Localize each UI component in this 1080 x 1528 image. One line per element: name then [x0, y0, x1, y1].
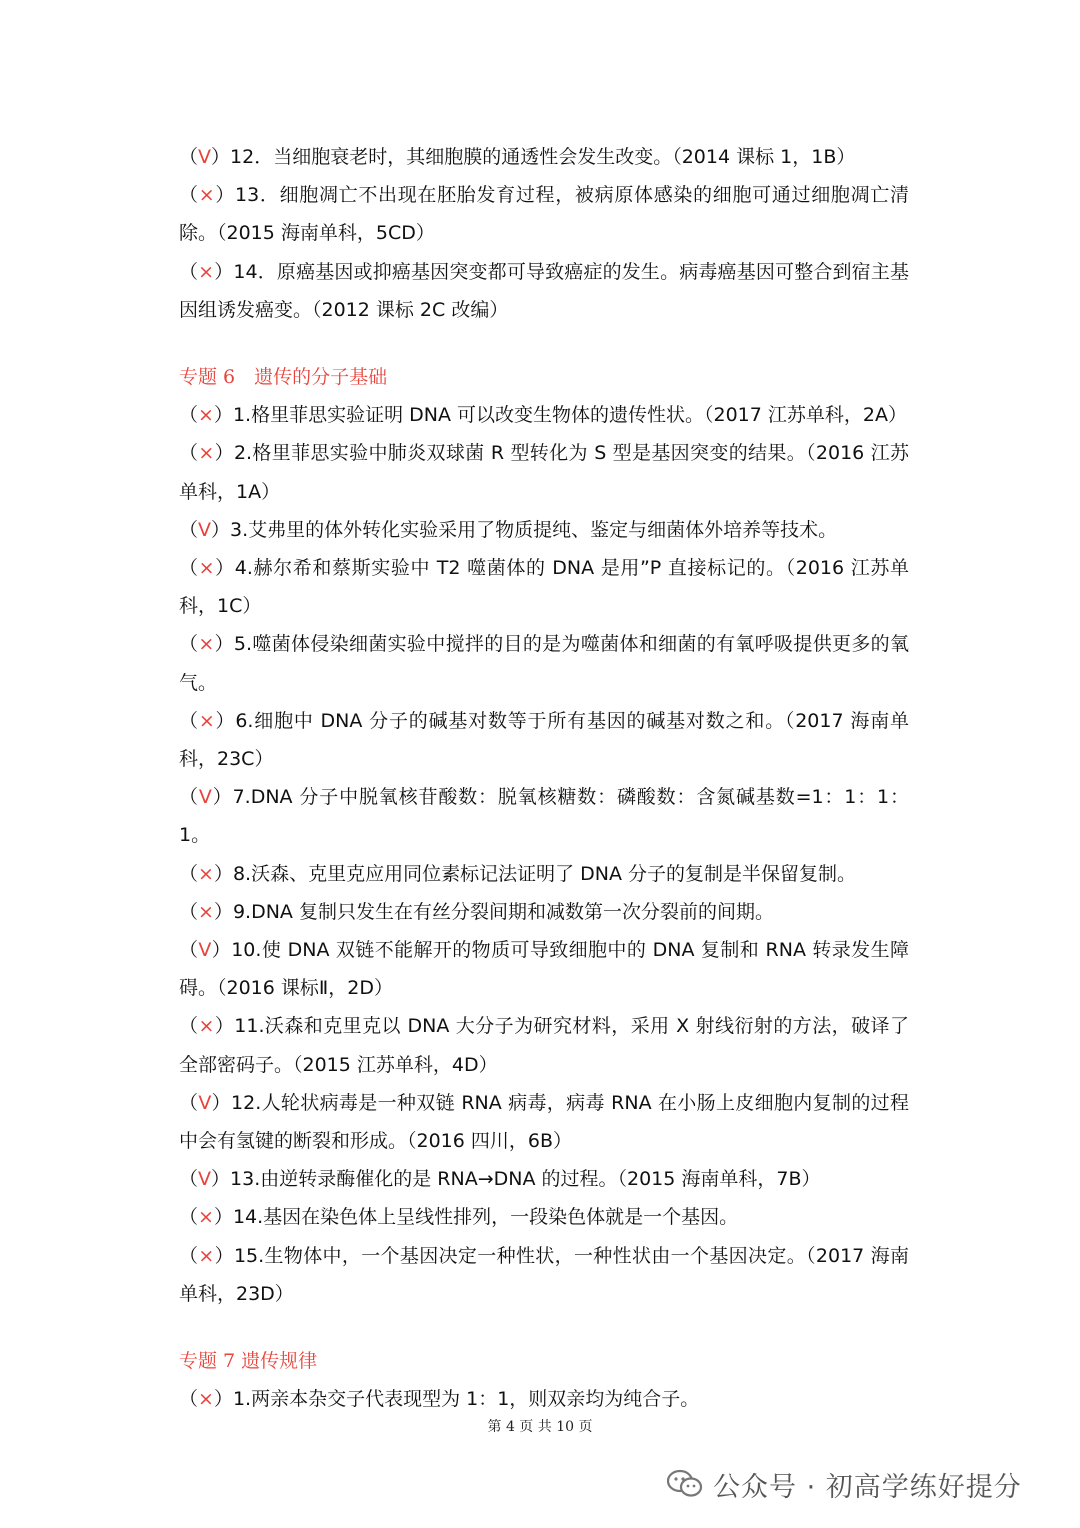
list-item: （×）6.细胞中 DNA 分子的碱基对数等于所有基因的碱基对数之和。（2017 海南单科，23C） [179, 709, 909, 771]
item-text: 15.生物体中，一个基因决定一种性状，一种性状由一个基因决定。（2017 海南单科，23D） [179, 1244, 909, 1305]
section-prev-list [179, 138, 909, 329]
page-number-footer: 第 4 页 共 10 页 [487, 1419, 593, 1435]
answer-mark: V [198, 939, 212, 962]
item-text: 1.两亲本杂交子代表现型为 1：1，则双亲均为纯合子。 [232, 1388, 700, 1411]
page-content [179, 138, 909, 1419]
item-text: 3.艾弗里的体外转化实验采用了物质提纯、鉴定与细菌体外培养等技术。 [230, 518, 838, 541]
answer-mark: × [198, 442, 215, 465]
list-item: （×）8.沃森、克里克应用同位素标记法证明了 DNA 分子的复制是半保留复制。 [179, 862, 857, 885]
list-item: （V）10.使 DNA 双链不能解开的物质可导致细胞中的 DNA 复制和 RNA 转录发生障碍。（2016 课标Ⅱ，2D） [179, 939, 909, 1000]
item-text: 12．当细胞衰老时，其细胞膜的通透性会发生改变。（2014 课标 1，1B） [230, 146, 856, 168]
list-item: （×）1.两亲本杂交子代表现型为 1：1，则双亲均为纯合子。 [179, 1388, 700, 1411]
list-item: （×）14.基因在染色体上呈线性排列，一段染色体就是一个基因。 [179, 1206, 739, 1229]
answer-mark: V [198, 1091, 212, 1114]
item-text: 4.赫尔希和蔡斯实验中 T2 噬菌体的 DNA 是用”P 直接标记的。（2016 江苏单科，1C） [179, 557, 909, 618]
list-item: （×）5.噬菌体侵染细菌实验中搅拌的目的是为噬菌体和细菌的有氧呼吸提供更多的氧气。 [179, 633, 909, 694]
answer-mark: × [198, 709, 215, 732]
list-item: （V）13.由逆转录酶催化的是 RNA→DNA 的过程。（2015 海南单科，7B） [179, 1168, 821, 1191]
item-text: 1.格里菲思实验证明 DNA 可以改变生物体的遗传性状。（2017 江苏单科，2A） [232, 404, 907, 427]
answer-mark: × [198, 1244, 215, 1267]
list-item: （×）11.沃森和克里克以 DNA 大分子为研究材料，采用 X 射线衍射的方法，破译了全部密码子。（2015 江苏单科，4D） [179, 1015, 909, 1076]
answer-mark: × [198, 557, 215, 580]
answer-mark: × [198, 1015, 215, 1038]
list-item: （×）4.赫尔希和蔡斯实验中 T2 噬菌体的 DNA 是用”P 直接标记的。（2016 江苏单科，1C） [179, 557, 909, 618]
item-text: 11.沃森和克里克以 DNA 大分子为研究材料，采用 X 射线衍射的方法，破译了全部密码子。（2015 江苏单科，4D） [179, 1015, 909, 1076]
item-text: 13．细胞凋亡不出现在胚胎发育过程，被病原体感染的细胞可通过细胞凋亡清除。（2015 海南单科，5CD） [179, 184, 909, 245]
answer-mark: × [198, 900, 214, 923]
list-item: （V）7.DNA 分子中脱氧核苷酸数：脱氧核糖数：磷酸数：含氮碱基数=1：1：1：1。 [179, 786, 909, 847]
item-text: 12.人轮状病毒是一种双链 RNA 病毒，病毒 RNA 在小肠上皮细胞内复制的过程中会有氢键的断裂和形成。（2016 四川，6B） [179, 1091, 909, 1153]
list-item: （V）12．当细胞衰老时，其细胞膜的通透性会发生改变。（2014 课标 1，1B） [179, 146, 856, 168]
list-item: （V）3.艾弗里的体外转化实验采用了物质提纯、鉴定与细菌体外培养等技术。 [179, 518, 838, 541]
list-item: （×）14．原癌基因或抑癌基因突变都可导致癌症的发生。病毒癌基因可整合到宿主基因组诱发癌变。（2012 课标 2C 改编） [179, 260, 909, 321]
section-7-title: 专题 7 遗传规律 [179, 1350, 318, 1373]
list-item: （×）9.DNA 复制只发生在有丝分裂间期和减数第一次分裂前的间期。 [179, 900, 774, 923]
section-6-list [179, 396, 909, 1313]
answer-mark: × [198, 1388, 214, 1411]
watermark [667, 1462, 1022, 1506]
section-6-title: 专题 6 遗传的分子基础 [179, 366, 388, 389]
item-text: 14．原癌基因或抑癌基因突变都可导致癌症的发生。病毒癌基因可整合到宿主基因组诱发癌变。（2012 课标 2C 改编） [179, 260, 909, 321]
item-text: 10.使 DNA 双链不能解开的物质可导致细胞中的 DNA 复制和 RNA 转录发生障碍。（2016 课标Ⅱ，2D） [179, 939, 909, 1000]
item-text: 9.DNA 复制只发生在有丝分裂间期和减数第一次分裂前的间期。 [232, 900, 774, 923]
section-7-list [179, 1380, 909, 1418]
item-text: 6.细胞中 DNA 分子的碱基对数等于所有基因的碱基对数之和。（2017 海南单科，23C） [179, 709, 909, 771]
answer-mark: V [198, 518, 212, 541]
item-text: 5.噬菌体侵染细菌实验中搅拌的目的是为噬菌体和细菌的有氧呼吸提供更多的氧气。 [179, 633, 909, 694]
list-item: （V）12.人轮状病毒是一种双链 RNA 病毒，病毒 RNA 在小肠上皮细胞内复制的过程中会有氢键的断裂和形成。（2016 四川，6B） [179, 1091, 909, 1153]
wechat-icon [667, 1469, 703, 1499]
answer-mark: V [198, 146, 212, 168]
item-text: 8.沃森、克里克应用同位素标记法证明了 DNA 分子的复制是半保留复制。 [232, 862, 857, 885]
list-item: （×）15.生物体中，一个基因决定一种性状，一种性状由一个基因决定。（2017 海南单科，23D） [179, 1244, 909, 1305]
answer-mark: V [198, 1168, 212, 1191]
answer-mark: × [198, 184, 215, 207]
item-text: 13.由逆转录酶催化的是 RNA→DNA 的过程。（2015 海南单科，7B） [230, 1168, 821, 1191]
watermark-text: 公众号 · 初高学练好提分 [713, 1471, 1022, 1503]
answer-mark: × [198, 260, 215, 283]
answer-mark: × [198, 404, 214, 427]
list-item: （×）1.格里菲思实验证明 DNA 可以改变生物体的遗传性状。（2017 江苏单科，2A） [179, 404, 907, 427]
list-item: （×）13．细胞凋亡不出现在胚胎发育过程，被病原体感染的细胞可通过细胞凋亡清除。（2015 海南单科，5CD） [179, 184, 909, 245]
answer-mark: × [198, 633, 215, 656]
list-item: （×）2.格里菲思实验中肺炎双球菌 R 型转化为 S 型是基因突变的结果。（2016 江苏单科，1A） [179, 442, 909, 503]
item-text: 7.DNA 分子中脱氧核苷酸数：脱氧核糖数：磷酸数：含氮碱基数=1：1：1：1。 [179, 786, 909, 847]
answer-mark: × [198, 1206, 214, 1229]
item-text: 2.格里菲思实验中肺炎双球菌 R 型转化为 S 型是基因突变的结果。（2016 江苏单科，1A） [179, 442, 909, 503]
answer-mark: × [198, 862, 214, 885]
item-text: 14.基因在染色体上呈线性排列，一段染色体就是一个基因。 [232, 1206, 739, 1229]
answer-mark: V [198, 786, 212, 809]
